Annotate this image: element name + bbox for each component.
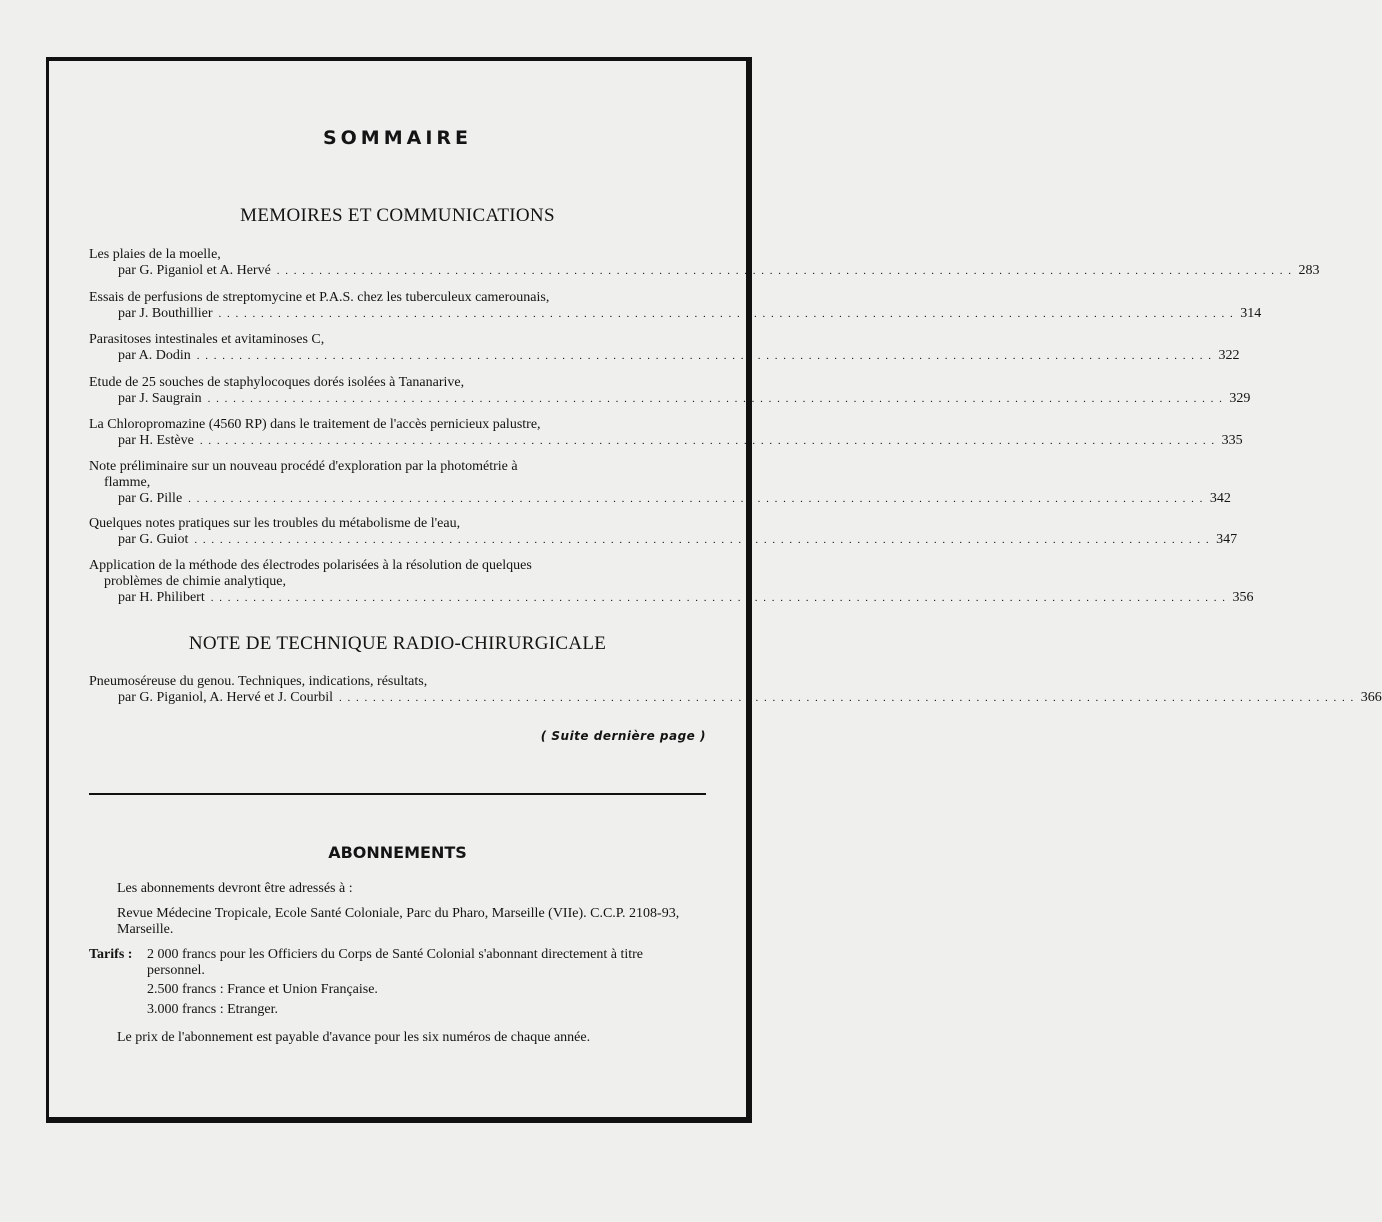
toc-entry-title: flamme, [104, 475, 151, 490]
abonnements-address: Revue Médecine Tropicale, Ecole Santé Coloniale, Parc du Pharo, Marseille (VIIe). C.C.P. 2108-93, Marseille. [117, 906, 680, 937]
toc-entry-title: Application de la méthode des électrodes polarisées à la résolution de quelques [89, 558, 532, 573]
toc-entry [89, 459, 1231, 507]
toc-entry-byline [89, 263, 1320, 279]
toc-entry-title: problèmes de chimie analytique, [104, 574, 286, 589]
toc-entry-byline [89, 306, 1262, 322]
toc-entry-title: Essais de perfusions de streptomycine et P.A.S. chez les tuberculeux camerounais, [89, 290, 550, 305]
toc-entry-page: 283 [1298, 263, 1320, 278]
toc-entry-byline [89, 690, 1382, 706]
toc-entry [89, 674, 1382, 706]
leader-dots: . . . . . . . . . . . . . . . . . . . . . . . . . . . . . . . . . . . . . . . . . . . . . . . . . . . . . . . . . . . . . . . . . . . . . . . . . . . . . . . . . . . . . . . . . . . . . . . . . . . . . . . . . . . . . . . . . . . . . . . . [188, 493, 1204, 505]
toc-entry [89, 247, 1320, 279]
leader-dots: . . . . . . . . . . . . . . . . . . . . . . . . . . . . . . . . . . . . . . . . . . . . . . . . . . . . . . . . . . . . . . . . . . . . . . . . . . . . . . . . . . . . . . . . . . . . . . . . . . . . . . . . . . . . . . . . . . . . . . . . [339, 692, 1355, 704]
abonnements-footer: Le prix de l'abonnement est payable d'avance pour les six numéros de chaque année. [117, 1030, 591, 1045]
toc-entry-authors: par G. Pille [118, 491, 183, 506]
toc-entry-authors: par J. Bouthillier [118, 306, 213, 321]
toc-entry-title: Pneumoséreuse du genou. Techniques, indications, résultats, [89, 674, 428, 689]
toc-entry [89, 290, 1262, 322]
toc-entry-page: 322 [1218, 348, 1240, 363]
toc-entry-title: La Chloropromazine (4560 RP) dans le traitement de l'accès pernicieux palustre, [89, 417, 541, 432]
toc-entry-authors: par G. Piganiol et A. Hervé [118, 263, 271, 278]
section-title-memoires: MEMOIRES ET COMMUNICATIONS [240, 205, 555, 226]
toc-entry-title: Les plaies de la moelle, [89, 247, 221, 262]
toc-entry-byline [89, 391, 1251, 407]
abonnements-title: ABONNEMENTS [328, 843, 467, 862]
tarif-1: 2 000 francs pour les Officiers du Corps de Santé Colonial s'abonnant directement à titre personnel. [147, 947, 644, 978]
leader-dots: . . . . . . . . . . . . . . . . . . . . . . . . . . . . . . . . . . . . . . . . . . . . . . . . . . . . . . . . . . . . . . . . . . . . . . . . . . . . . . . . . . . . . . . . . . . . . . . . . . . . . . . . . . . . . . . . . . . . . . . . [210, 592, 1227, 604]
toc-entry-title: Note préliminaire sur un nouveau procédé d'exploration par la photométrie à [89, 459, 518, 474]
toc-entry-authors: par G. Piganiol, A. Hervé et J. Courbil [118, 690, 334, 705]
leader-dots: . . . . . . . . . . . . . . . . . . . . . . . . . . . . . . . . . . . . . . . . . . . . . . . . . . . . . . . . . . . . . . . . . . . . . . . . . . . . . . . . . . . . . . . . . . . . . . . . . . . . . . . . . . . . . . . . . . . . . . . . [194, 534, 1211, 546]
leader-dots: . . . . . . . . . . . . . . . . . . . . . . . . . . . . . . . . . . . . . . . . . . . . . . . . . . . . . . . . . . . . . . . . . . . . . . . . . . . . . . . . . . . . . . . . . . . . . . . . . . . . . . . . . . . . . . . . . . . . . . . . [276, 265, 1293, 277]
tarifs-block [89, 947, 706, 979]
toc-entry-page: 366 [1360, 690, 1382, 705]
page-title: SOMMAIRE [322, 127, 473, 149]
toc-entry [89, 417, 1243, 449]
toc-entry-authors: par H. Philibert [118, 590, 205, 605]
toc-entry-page: 329 [1229, 391, 1251, 406]
toc-entry-byline [89, 348, 1240, 364]
abonnements-intro: Les abonnements devront être adressés à : [117, 881, 353, 896]
toc-entry-authors: par A. Dodin [118, 348, 191, 363]
toc-entry-byline [89, 491, 1231, 507]
toc-entry [89, 375, 1251, 407]
suite-note: ( Suite dernière page ) [540, 729, 706, 743]
tarif-3: 3.000 francs : Etranger. [147, 1002, 279, 1017]
toc-entry-authors: par J. Saugrain [118, 391, 202, 406]
toc-entry-byline [89, 433, 1243, 449]
toc-entry-authors: par H. Estève [118, 433, 194, 448]
page-frame [46, 57, 1382, 1123]
toc-entry-authors: par G. Guiot [118, 532, 189, 547]
section-title-technique: NOTE DE TECHNIQUE RADIO-CHIRURGICALE [188, 633, 607, 654]
toc-entry-page: 356 [1232, 590, 1254, 605]
leader-dots: . . . . . . . . . . . . . . . . . . . . . . . . . . . . . . . . . . . . . . . . . . . . . . . . . . . . . . . . . . . . . . . . . . . . . . . . . . . . . . . . . . . . . . . . . . . . . . . . . . . . . . . . . . . . . . . . . . . . . . . . [207, 393, 1224, 405]
toc-entry [89, 332, 1240, 364]
tarifs-label: Tarifs : [89, 947, 133, 962]
divider [89, 793, 706, 795]
toc-entry-byline [89, 532, 1238, 548]
toc-entry-byline [89, 590, 1254, 606]
toc-entry-page: 347 [1216, 532, 1238, 547]
toc-entry-title: Etude de 25 souches de staphylocoques dorés isolées à Tananarive, [89, 375, 465, 390]
leader-dots: . . . . . . . . . . . . . . . . . . . . . . . . . . . . . . . . . . . . . . . . . . . . . . . . . . . . . . . . . . . . . . . . . . . . . . . . . . . . . . . . . . . . . . . . . . . . . . . . . . . . . . . . . . . . . . . . . . . . . . . . [196, 350, 1213, 362]
toc-entry-title: Quelques notes pratiques sur les troubles du métabolisme de l'eau, [89, 516, 461, 531]
toc-entry-page: 342 [1209, 491, 1231, 506]
toc-entry-page: 335 [1221, 433, 1243, 448]
toc-entry-title: Parasitoses intestinales et avitaminoses C, [89, 332, 325, 347]
toc-entry-page: 314 [1240, 306, 1262, 321]
leader-dots: . . . . . . . . . . . . . . . . . . . . . . . . . . . . . . . . . . . . . . . . . . . . . . . . . . . . . . . . . . . . . . . . . . . . . . . . . . . . . . . . . . . . . . . . . . . . . . . . . . . . . . . . . . . . . . . . . . . . . . . . [218, 308, 1235, 320]
tarif-2: 2.500 francs : France et Union Française. [147, 982, 378, 997]
toc-entry [89, 516, 1238, 548]
toc-entry [89, 558, 1254, 606]
leader-dots: . . . . . . . . . . . . . . . . . . . . . . . . . . . . . . . . . . . . . . . . . . . . . . . . . . . . . . . . . . . . . . . . . . . . . . . . . . . . . . . . . . . . . . . . . . . . . . . . . . . . . . . . . . . . . . . . . . . . . . . . [199, 435, 1216, 447]
